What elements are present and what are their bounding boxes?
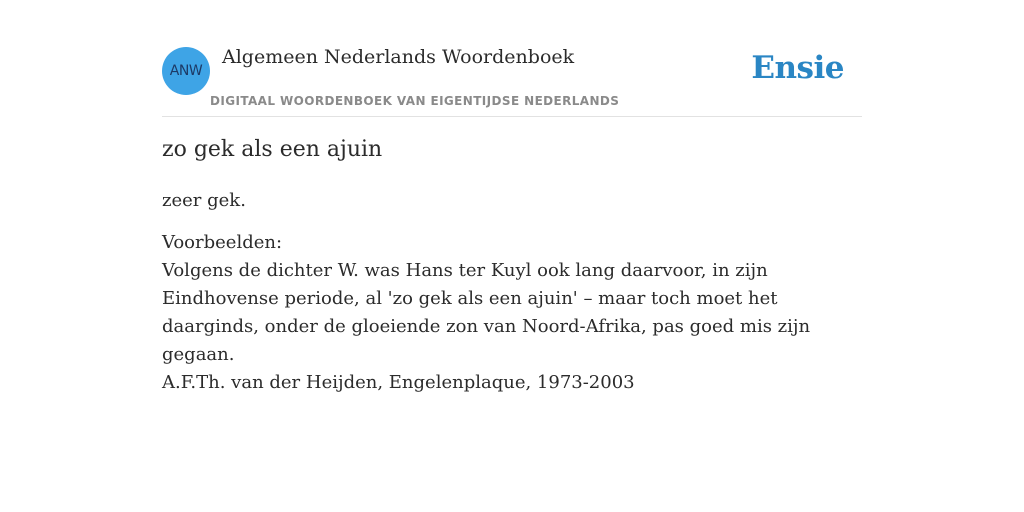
examples-label: Voorbeelden: [162, 231, 283, 253]
ensie-brand-logo[interactable]: Ensie [751, 50, 844, 86]
site-header [162, 40, 862, 117]
site-subtitle: DIGITAAL WOORDENBOEK VAN EIGENTIJDSE NEDERLANDS [210, 94, 620, 108]
example-text: Volgens de dichter W. was Hans ter Kuyl ook lang daarvoor, in zijn Eindhovense periode, al 'zo gek als een ajuin' – maar toch moet het daarginds, onder de gloeiende zon van Noord-Afrika, pas goed mis zijn gegaan. [162, 259, 811, 365]
anw-logo[interactable] [162, 47, 210, 95]
site-title[interactable]: Algemeen Nederlands Woordenboek [222, 46, 575, 68]
entry-content [162, 136, 862, 397]
logo-text: ANW [169, 63, 203, 79]
entry-term: zo gek als een ajuin [162, 137, 383, 162]
example-source: A.F.Th. van der Heijden, Engelenplaque, 1973-2003 [162, 371, 635, 393]
entry-definition: zeer gek. [162, 189, 246, 211]
examples-section [162, 229, 862, 397]
